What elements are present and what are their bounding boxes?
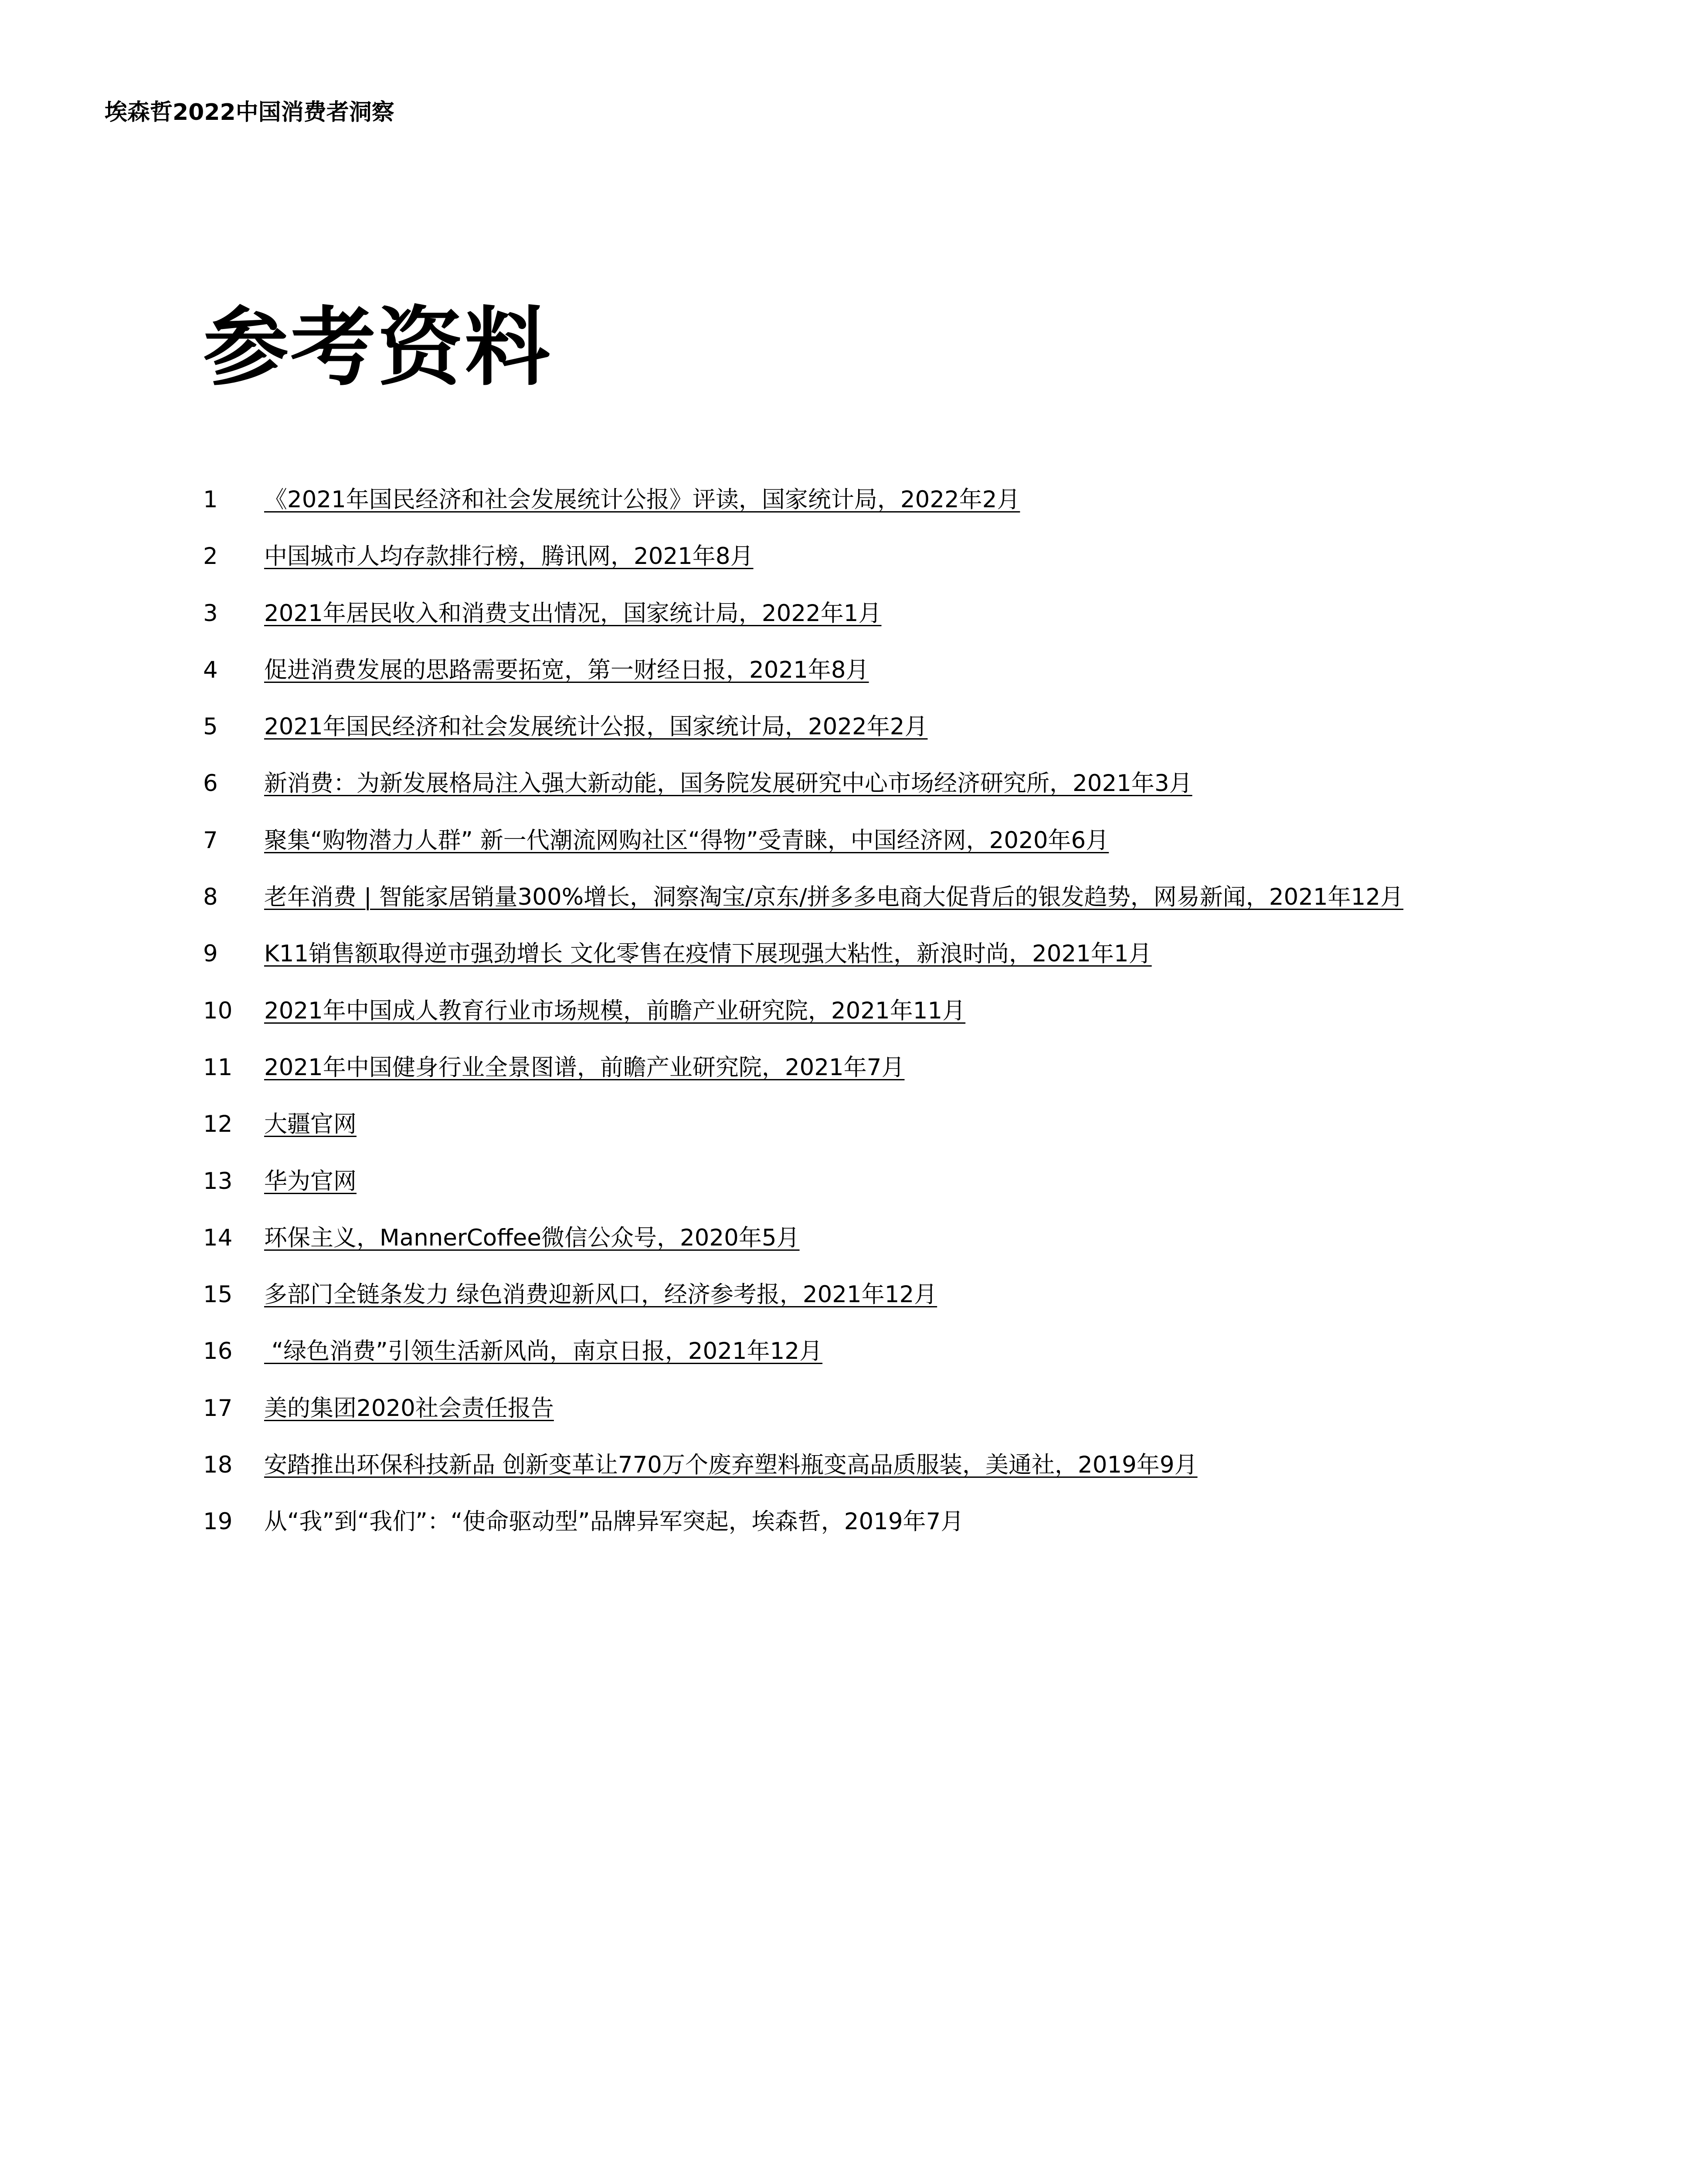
reference-number: 3 [203,600,218,627]
reference-item [203,1054,1598,1110]
reference-number: 5 [203,713,218,740]
reference-link[interactable]: 促进消费发展的思路需要拓宽，第一财经日报，2021年8月 [264,656,869,683]
reference-link[interactable]: 2021年中国成人教育行业市场规模，前瞻产业研究院，2021年11月 [264,997,966,1024]
reference-item [203,827,1598,883]
reference-number: 8 [203,884,218,911]
reference-number: 11 [203,1054,233,1081]
reference-number: 14 [203,1224,233,1251]
reference-item [203,1395,1598,1451]
reference-text: 从“我”到“我们”：“使命驱动型”品牌异军突起，埃森哲，2019年7月 [264,1508,964,1535]
reference-link[interactable]: 2021年居民收入和消费支出情况，国家统计局，2022年1月 [264,600,882,627]
reference-number: 7 [203,827,218,854]
reference-number: 2 [203,543,218,570]
reference-item [203,713,1598,770]
reference-link[interactable]: 华为官网 [264,1168,357,1195]
reference-item [203,1110,1598,1167]
reference-item [203,883,1598,940]
reference-number: 15 [203,1281,233,1308]
reference-link[interactable]: “绿色消费”引领生活新风尚，南京日报，2021年12月 [264,1338,823,1365]
reference-number: 1 [203,486,218,513]
reference-item [203,1508,1598,1565]
reference-number: 9 [203,940,218,967]
reference-number: 17 [203,1395,233,1422]
reference-item [203,486,1598,543]
reference-item [203,1281,1598,1337]
reference-item [203,997,1598,1054]
reference-number: 18 [203,1452,233,1479]
reference-link[interactable]: 中国城市人均存款排行榜，腾讯网，2021年8月 [264,543,754,570]
reference-link[interactable]: 2021年中国健身行业全景图谱，前瞻产业研究院，2021年7月 [264,1054,905,1081]
reference-link[interactable]: 环保主义，MannerCoffee微信公众号，2020年5月 [264,1224,800,1251]
reference-number: 6 [203,770,218,797]
reference-link[interactable]: 聚集“购物潜力人群” 新一代潮流网购社区“得物”受青睐，中国经济网，2020年6月 [264,827,1109,854]
document-header: 埃森哲2022中国消费者洞察 [105,99,394,126]
reference-number: 10 [203,997,233,1024]
reference-number: 12 [203,1111,233,1138]
reference-item [203,1337,1598,1394]
reference-link[interactable]: 《2021年国民经济和社会发展统计公报》评读，国家统计局，2022年2月 [264,486,1020,513]
reference-link[interactable]: K11销售额取得逆市强劲增长 文化零售在疫情下展现强大粘性，新浪时尚，2021年1月 [264,940,1152,967]
reference-number: 16 [203,1338,233,1365]
reference-item [203,1168,1598,1224]
reference-item [203,600,1598,656]
reference-item [203,543,1598,599]
reference-item [203,1224,1598,1281]
reference-link[interactable]: 老年消费 | 智能家居销量300%增长，洞察淘宝/京东/拼多多电商大促背后的银发趋势，网易新闻，2021年12月 [264,884,1404,911]
reference-item [203,1451,1598,1508]
reference-link[interactable]: 新消费：为新发展格局注入强大新动能，国务院发展研究中心市场经济研究所，2021年3月 [264,770,1192,797]
reference-link[interactable]: 安踏推出环保科技新品 创新变革让770万个废弃塑料瓶变高品质服装，美通社，2019年9月 [264,1452,1198,1479]
reference-link[interactable]: 美的集团2020社会责任报告 [264,1395,554,1422]
reference-item [203,656,1598,713]
reference-item [203,770,1598,826]
reference-number: 4 [203,656,218,683]
page-title: 参考资料 [203,298,552,397]
reference-number: 13 [203,1168,233,1195]
reference-link[interactable]: 2021年国民经济和社会发展统计公报，国家统计局，2022年2月 [264,713,928,740]
reference-link[interactable]: 大疆官网 [264,1111,357,1138]
reference-link[interactable]: 多部门全链条发力 绿色消费迎新风口，经济参考报，2021年12月 [264,1281,937,1308]
reference-item [203,940,1598,997]
reference-list [203,486,1598,1565]
reference-number: 19 [203,1508,233,1535]
